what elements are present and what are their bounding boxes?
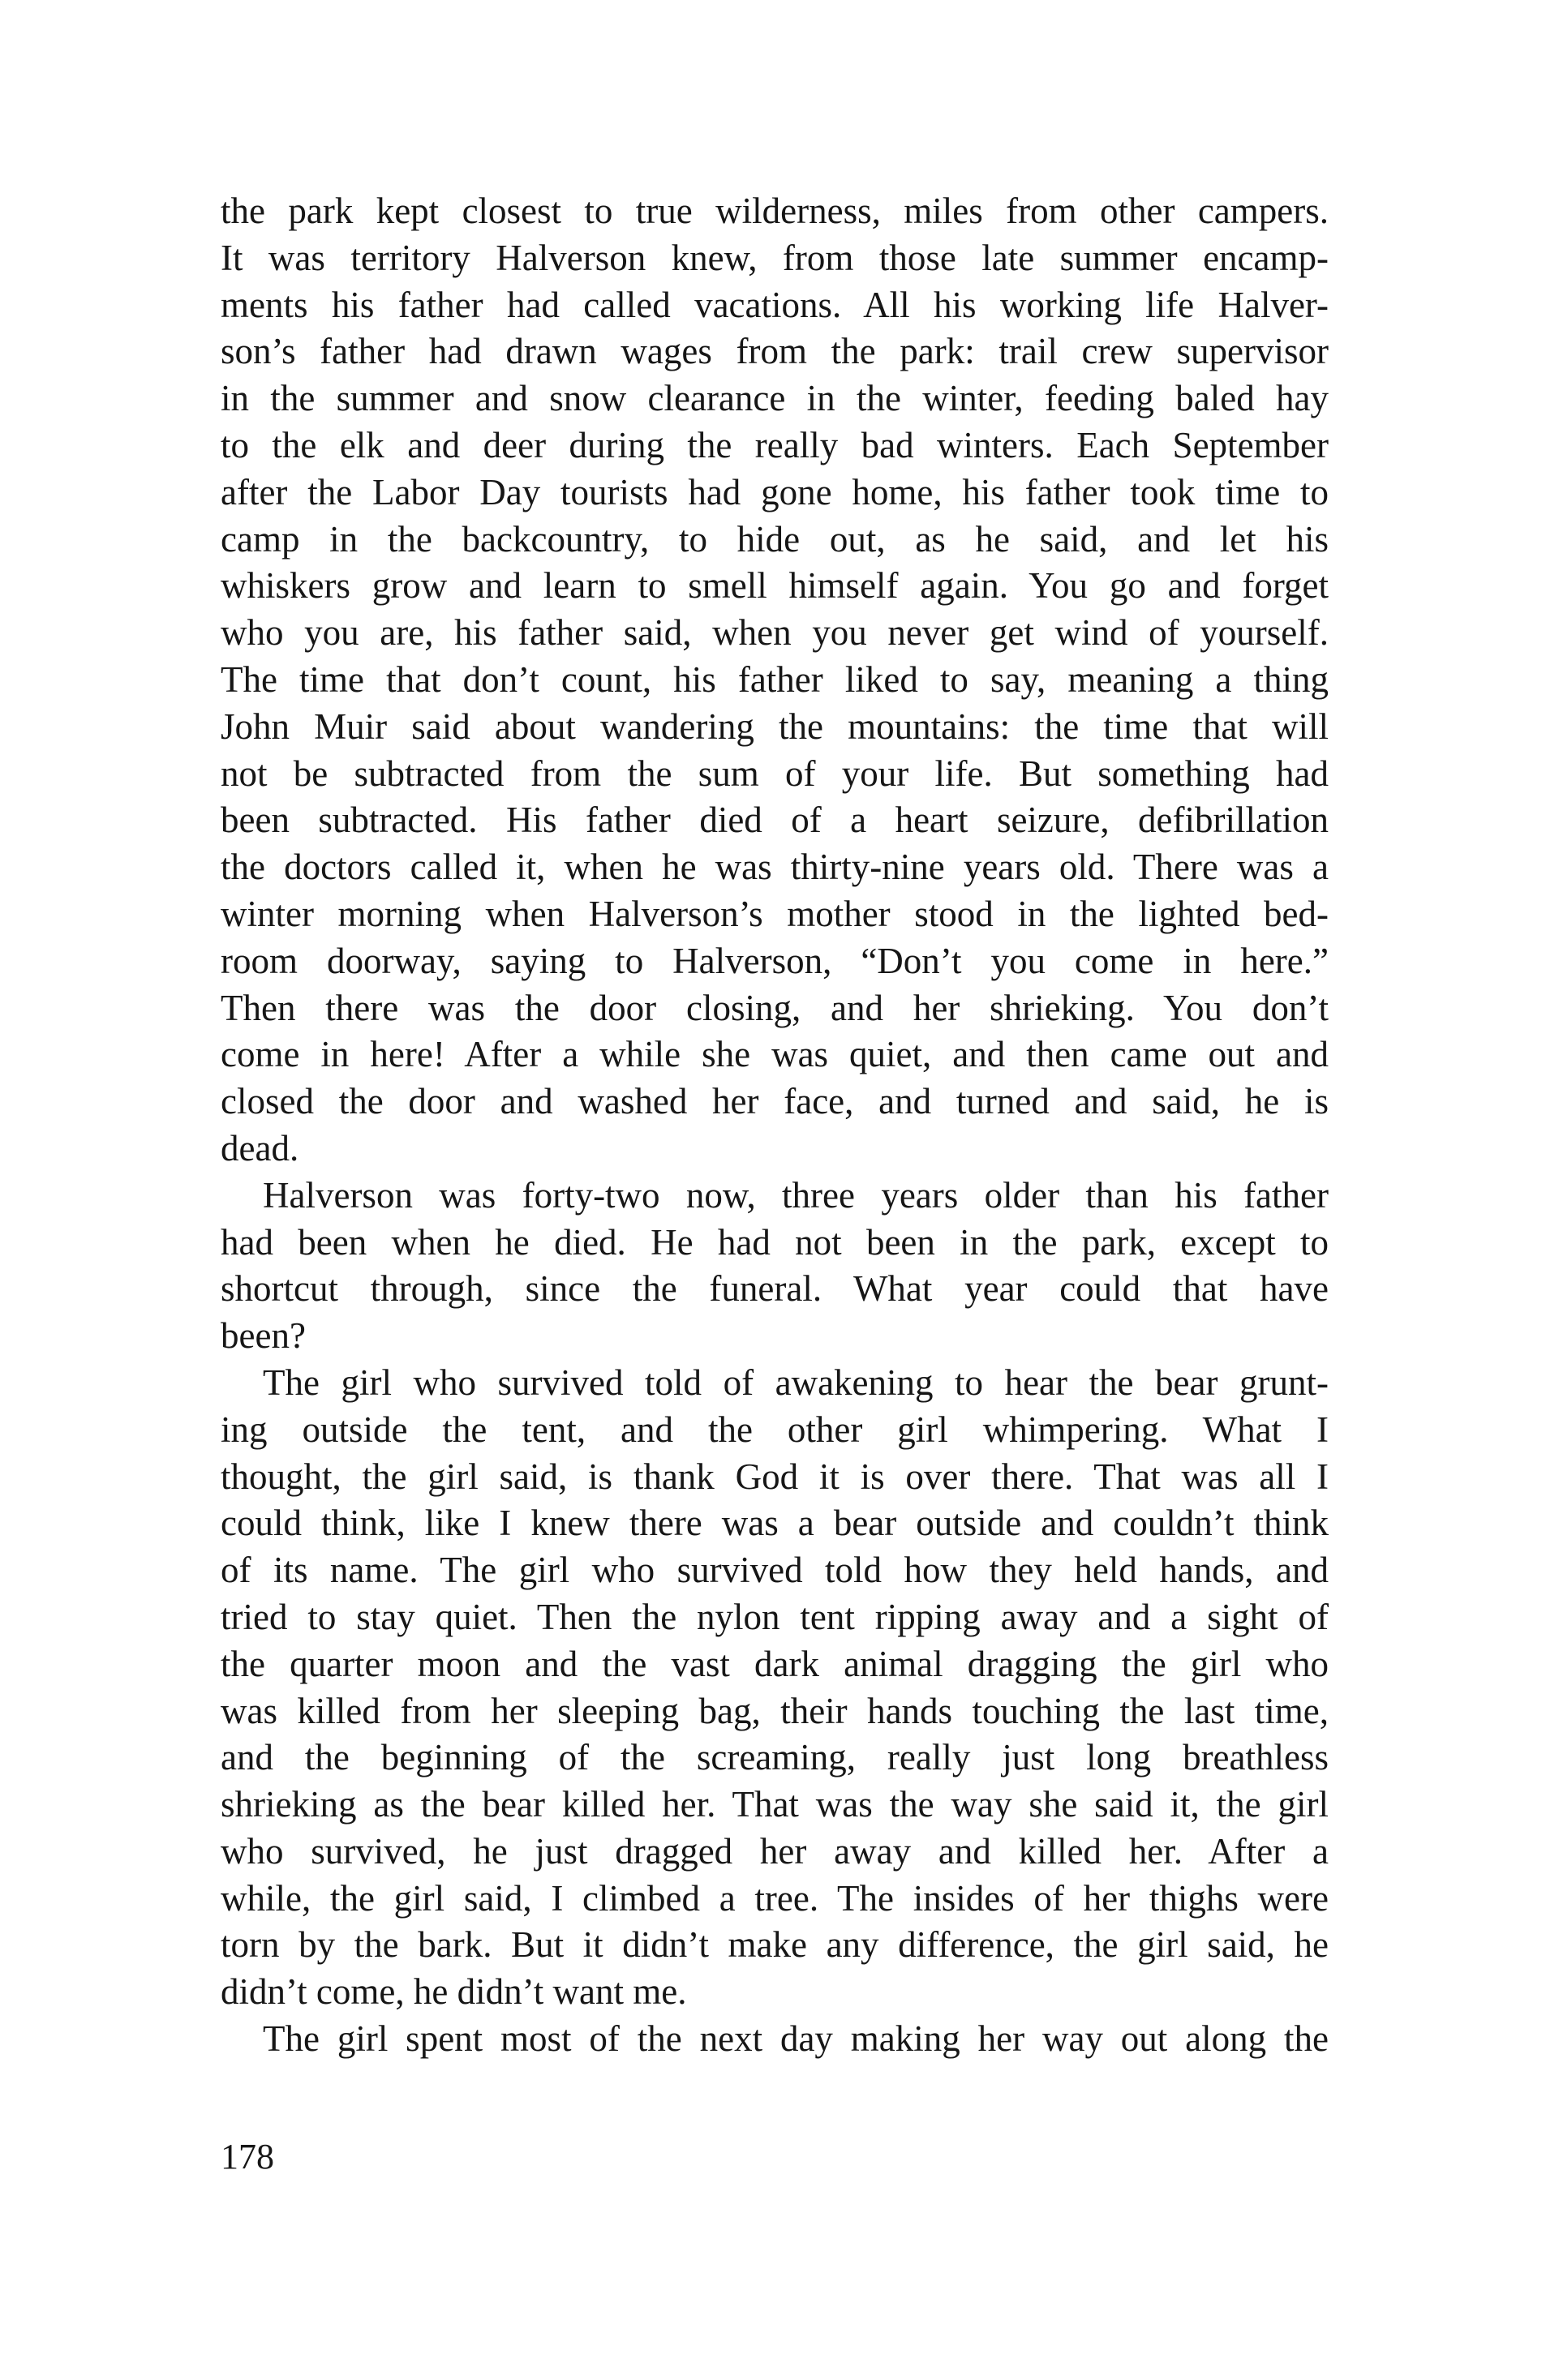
text-line: The girl spent most of the next day making her way out along the: [263, 2018, 1329, 2060]
text-line: The girl who survived told of awakening to hear the bear grunt-: [263, 1362, 1329, 1403]
text-line: whiskers grow and learn to smell himself again. You go and forget: [221, 565, 1329, 607]
text-line: come in here! After a while she was quiet, and then came out and: [221, 1034, 1329, 1075]
text-line: ments his father had called vacations. All his working life Halver-: [221, 284, 1329, 325]
text-line: been subtracted. His father died of a heart seizure, defibrillation: [221, 800, 1329, 841]
text-line: thought, the girl said, is thank God it is over there. That was all I: [221, 1456, 1329, 1497]
text-line: shortcut through, since the funeral. What year could that have: [221, 1268, 1329, 1310]
text-line: winter morning when Halverson’s mother stood in the lighted bed-: [221, 893, 1329, 934]
text-line: in the summer and snow clearance in the winter, feeding baled hay: [221, 378, 1329, 419]
text-line: was killed from her sleeping bag, their hands touching the last time,: [221, 1690, 1329, 1731]
text-line: and the beginning of the screaming, really just long breathless: [221, 1737, 1329, 1778]
text-line: room doorway, saying to Halverson, “Don’t you come in here.”: [221, 940, 1329, 981]
text-line: torn by the bark. But it didn’t make any difference, the girl said, he: [221, 1924, 1329, 1966]
text-line: tried to stay quiet. Then the nylon tent ripping away and a sight of: [221, 1596, 1329, 1637]
text-line: could think, like I knew there was a bear outside and couldn’t think: [221, 1503, 1329, 1544]
text-line: not be subtracted from the sum of your life. But something had: [221, 753, 1329, 794]
text-line: closed the door and washed her face, and turned and said, he is: [221, 1081, 1329, 1122]
body-text: [221, 188, 1329, 2063]
text-line: been?: [221, 1315, 306, 1357]
page-number: 178: [221, 2137, 274, 2176]
text-line: camp in the backcountry, to hide out, as he said, and let his: [221, 518, 1329, 560]
text-line: shrieking as the bear killed her. That was the way she said it, the girl: [221, 1784, 1329, 1825]
text-line: son’s father had drawn wages from the park: trail crew supervisor: [221, 331, 1329, 372]
text-line: the park kept closest to true wilderness, miles from other campers.: [221, 191, 1329, 231]
text-line: who survived, he just dragged her away and killed her. After a: [221, 1830, 1329, 1872]
text-line: to the elk and deer during the really bad winters. Each September: [221, 424, 1329, 465]
text-line: the doctors called it, when he was thirty-nine years old. There was a: [221, 847, 1329, 888]
text-line: of its name. The girl who survived told how they held hands, and: [221, 1550, 1329, 1591]
text-line: after the Labor Day tourists had gone home, his father took time to: [221, 471, 1329, 512]
text-line: ing outside the tent, and the other girl whimpering. What I: [221, 1409, 1329, 1450]
text-line: didn’t come, he didn’t want me.: [221, 1971, 687, 2013]
text-line: Then there was the door closing, and her shrieking. You don’t: [221, 987, 1329, 1028]
text-line: Halverson was forty-two now, three years older than his father: [263, 1174, 1329, 1216]
text-line: John Muir said about wandering the mountains: the time that will: [221, 705, 1329, 747]
text-line: It was territory Halverson knew, from those late summer encamp-: [221, 237, 1329, 278]
text-line: The time that don’t count, his father liked to say, meaning a thing: [221, 658, 1329, 700]
text-line: while, the girl said, I climbed a tree. The insides of her thighs were: [221, 1877, 1329, 1919]
text-line: dead.: [221, 1127, 299, 1169]
text-line: had been when he died. He had not been in the park, except to: [221, 1221, 1329, 1263]
text-line: who you are, his father said, when you never get wind of yourself.: [221, 612, 1329, 654]
text-line: the quarter moon and the vast dark animal dragging the girl who: [221, 1643, 1329, 1684]
